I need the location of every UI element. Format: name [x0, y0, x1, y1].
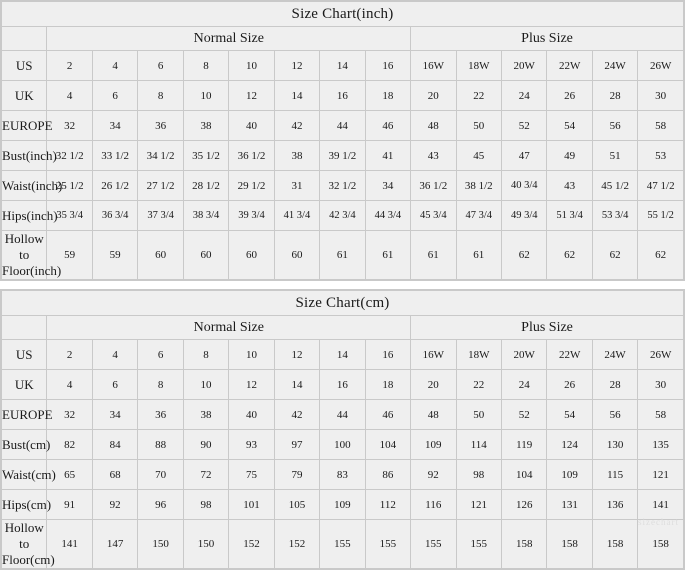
cell-value: 48	[411, 111, 456, 141]
cell-value: 22W	[547, 340, 592, 370]
cell-value: 130	[592, 430, 637, 460]
row-label: UK	[2, 81, 47, 111]
cell-value: 82	[47, 430, 92, 460]
cell-value: 16	[320, 81, 365, 111]
cell-value: 105	[274, 490, 319, 520]
cell-value: 104	[365, 430, 410, 460]
cell-value: 24W	[592, 340, 637, 370]
cell-value: 60	[274, 231, 319, 280]
cell-value: 98	[183, 490, 228, 520]
row-label: Hips(cm)	[2, 490, 47, 520]
cell-value: 42	[274, 400, 319, 430]
cell-value: 52	[501, 400, 546, 430]
cell-value: 10	[229, 51, 274, 81]
cell-value: 60	[138, 231, 183, 280]
cell-value: 34	[365, 171, 410, 201]
row-label: Hips(inch)	[2, 201, 47, 231]
cell-value: 12	[229, 370, 274, 400]
cell-value: 34	[92, 400, 137, 430]
cell-value: 40 3/4	[501, 171, 546, 201]
row-label: Waist(cm)	[2, 460, 47, 490]
cell-value: 35 1/2	[183, 141, 228, 171]
group-blank-cell	[2, 27, 47, 51]
cell-value: 51	[592, 141, 637, 171]
cell-value: 20	[411, 81, 456, 111]
cell-value: 40	[229, 400, 274, 430]
cell-value: 43	[411, 141, 456, 171]
cell-value: 22W	[547, 51, 592, 81]
cell-value: 38	[183, 111, 228, 141]
cell-value: 4	[92, 51, 137, 81]
cell-value: 55 1/2	[638, 201, 684, 231]
cell-value: 26 1/2	[92, 171, 137, 201]
cell-value: 6	[138, 51, 183, 81]
cell-value: 36 3/4	[92, 201, 137, 231]
cell-value: 42 3/4	[320, 201, 365, 231]
cell-value: 98	[456, 460, 501, 490]
cell-value: 14	[274, 370, 319, 400]
cell-value: 97	[274, 430, 319, 460]
cell-value: 70	[138, 460, 183, 490]
cell-value: 18W	[456, 340, 501, 370]
cell-value: 75	[229, 460, 274, 490]
cell-value: 6	[138, 340, 183, 370]
cell-value: 158	[592, 520, 637, 569]
cell-value: 40	[229, 111, 274, 141]
cell-value: 90	[183, 430, 228, 460]
cell-value: 8	[183, 340, 228, 370]
cell-value: 47	[501, 141, 546, 171]
cell-value: 20W	[501, 340, 546, 370]
cell-value: 38 3/4	[183, 201, 228, 231]
cell-value: 24W	[592, 51, 637, 81]
cell-value: 12	[274, 51, 319, 81]
cell-value: 100	[320, 430, 365, 460]
cell-value: 2	[47, 340, 92, 370]
cell-value: 14	[320, 51, 365, 81]
cell-value: 6	[92, 81, 137, 111]
cell-value: 36 1/2	[229, 141, 274, 171]
cell-value: 50	[456, 111, 501, 141]
table-row	[2, 111, 684, 141]
group-plus-size: Plus Size	[411, 316, 684, 340]
cell-value: 34 1/2	[138, 141, 183, 171]
cell-value: 131	[547, 490, 592, 520]
cell-value: 158	[501, 520, 546, 569]
cell-value: 92	[92, 490, 137, 520]
cell-value: 8	[138, 370, 183, 400]
table-row	[2, 51, 684, 81]
cell-value: 28	[592, 81, 637, 111]
row-label: US	[2, 340, 47, 370]
cell-value: 47 1/2	[638, 171, 684, 201]
cell-value: 92	[411, 460, 456, 490]
cell-value: 16W	[411, 51, 456, 81]
cell-value: 16	[365, 51, 410, 81]
table-row	[2, 460, 684, 490]
cell-value: 124	[547, 430, 592, 460]
cell-value: 16	[320, 370, 365, 400]
cell-value: 31	[274, 171, 319, 201]
cell-value: 41 3/4	[274, 201, 319, 231]
cell-value: 4	[92, 340, 137, 370]
cell-value: 39 3/4	[229, 201, 274, 231]
cell-value: 62	[501, 231, 546, 280]
row-label: EUROPE	[2, 111, 47, 141]
cell-value: 155	[456, 520, 501, 569]
cell-value: 46	[365, 111, 410, 141]
cell-value: 59	[92, 231, 137, 280]
cell-value: 53 3/4	[592, 201, 637, 231]
cell-value: 84	[92, 430, 137, 460]
cell-value: 86	[365, 460, 410, 490]
cell-value: 26W	[638, 340, 684, 370]
row-label: US	[2, 51, 47, 81]
table-row	[2, 141, 684, 171]
cell-value: 150	[138, 520, 183, 569]
cell-value: 38	[183, 400, 228, 430]
cell-value: 58	[638, 111, 684, 141]
cell-value: 18	[365, 370, 410, 400]
cell-value: 141	[47, 520, 92, 569]
cell-value: 20	[411, 370, 456, 400]
cell-value: 119	[501, 430, 546, 460]
cell-value: 10	[183, 370, 228, 400]
row-label: UK	[2, 370, 47, 400]
cell-value: 38	[274, 141, 319, 171]
cell-value: 155	[320, 520, 365, 569]
cell-value: 25 1/2	[47, 171, 92, 201]
cell-value: 54	[547, 400, 592, 430]
cell-value: 36	[138, 400, 183, 430]
cell-value: 39 1/2	[320, 141, 365, 171]
cell-value: 24	[501, 370, 546, 400]
cell-value: 61	[456, 231, 501, 280]
row-label: Waist(inch)	[2, 171, 47, 201]
cell-value: 26W	[638, 51, 684, 81]
cell-value: 27 1/2	[138, 171, 183, 201]
table-row	[2, 171, 684, 201]
cell-value: 83	[320, 460, 365, 490]
cell-value: 152	[229, 520, 274, 569]
chart-title-row	[2, 291, 684, 316]
cell-value: 114	[456, 430, 501, 460]
cell-value: 22	[456, 81, 501, 111]
cell-value: 10	[229, 340, 274, 370]
cell-value: 42	[274, 111, 319, 141]
cell-value: 26	[547, 370, 592, 400]
cell-value: 56	[592, 400, 637, 430]
cell-value: 58	[638, 400, 684, 430]
table-row	[2, 201, 684, 231]
watermark: sizechart	[638, 517, 679, 527]
cell-value: 6	[92, 370, 137, 400]
group-plus-size: Plus Size	[411, 27, 684, 51]
cell-value: 8	[138, 81, 183, 111]
cell-value: 45 1/2	[592, 171, 637, 201]
cell-value: 2	[47, 51, 92, 81]
cell-value: 60	[183, 231, 228, 280]
cell-value: 35 3/4	[47, 201, 92, 231]
cell-value: 62	[638, 231, 684, 280]
cell-value: 52	[501, 111, 546, 141]
cell-value: 12	[229, 81, 274, 111]
cell-value: 51 3/4	[547, 201, 592, 231]
chart-title-row	[2, 2, 684, 27]
cell-value: 60	[229, 231, 274, 280]
cell-value: 65	[47, 460, 92, 490]
table-row	[2, 520, 684, 569]
size-chart-inch-table	[1, 1, 684, 280]
row-label: EUROPE	[2, 400, 47, 430]
cell-value: 112	[365, 490, 410, 520]
cell-value: 32 1/2	[320, 171, 365, 201]
cell-value: 49 3/4	[501, 201, 546, 231]
cell-value: 61	[411, 231, 456, 280]
cell-value: 53	[638, 141, 684, 171]
cell-value: 33 1/2	[92, 141, 137, 171]
cell-value: 109	[547, 460, 592, 490]
size-chart-cm-table	[1, 290, 684, 569]
cell-value: 4	[47, 370, 92, 400]
row-label: Bust(cm)	[2, 430, 47, 460]
cell-value: 12	[274, 340, 319, 370]
cell-value: 158	[638, 520, 684, 569]
cell-value: 20W	[501, 51, 546, 81]
cell-value: 4	[47, 81, 92, 111]
size-chart-cm-block	[0, 289, 685, 570]
cell-value: 28	[592, 370, 637, 400]
cell-value: 30	[638, 370, 684, 400]
cell-value: 47 3/4	[456, 201, 501, 231]
cell-value: 91	[47, 490, 92, 520]
cell-value: 141	[638, 490, 684, 520]
cell-value: 16W	[411, 340, 456, 370]
chart-title: Size Chart(inch)	[2, 2, 684, 27]
cell-value: 101	[229, 490, 274, 520]
cell-value: 79	[274, 460, 319, 490]
group-blank-cell	[2, 316, 47, 340]
cell-value: 43	[547, 171, 592, 201]
cell-value: 30	[638, 81, 684, 111]
cell-value: 155	[365, 520, 410, 569]
cell-value: 88	[138, 430, 183, 460]
cell-value: 24	[501, 81, 546, 111]
cell-value: 116	[411, 490, 456, 520]
cell-value: 109	[320, 490, 365, 520]
cell-value: 36	[138, 111, 183, 141]
cell-value: 136	[592, 490, 637, 520]
cell-value: 32 1/2	[47, 141, 92, 171]
row-label: Bust(inch)	[2, 141, 47, 171]
cell-value: 22	[456, 370, 501, 400]
table-row	[2, 400, 684, 430]
table-row	[2, 490, 684, 520]
cell-value: 10	[183, 81, 228, 111]
cell-value: 61	[365, 231, 410, 280]
group-normal-size: Normal Size	[47, 316, 411, 340]
cell-value: 62	[547, 231, 592, 280]
cell-value: 44 3/4	[365, 201, 410, 231]
cell-value: 16	[365, 340, 410, 370]
cell-value: 61	[320, 231, 365, 280]
cell-value: 29 1/2	[229, 171, 274, 201]
cell-value: 49	[547, 141, 592, 171]
cell-value: 14	[320, 340, 365, 370]
cell-value: 54	[547, 111, 592, 141]
cell-value: 150	[183, 520, 228, 569]
row-label: Hollow to Floor(inch)	[2, 231, 62, 278]
cell-value: 38 1/2	[456, 171, 501, 201]
cell-value: 56	[592, 111, 637, 141]
chart-title: Size Chart(cm)	[2, 291, 684, 316]
cell-value: 18	[365, 81, 410, 111]
cell-value: 115	[592, 460, 637, 490]
cell-value: 41	[365, 141, 410, 171]
cell-value: 62	[592, 231, 637, 280]
cell-value: 152	[274, 520, 319, 569]
cell-value: 72	[183, 460, 228, 490]
cell-value: 135	[638, 430, 684, 460]
cell-value: 104	[501, 460, 546, 490]
group-normal-size: Normal Size	[47, 27, 411, 51]
table-row	[2, 81, 684, 111]
cell-value: 28 1/2	[183, 171, 228, 201]
cell-value: 93	[229, 430, 274, 460]
cell-value: 48	[411, 400, 456, 430]
cell-value: 147	[92, 520, 137, 569]
cell-value: 14	[274, 81, 319, 111]
table-row	[2, 231, 684, 280]
cell-value: 45 3/4	[411, 201, 456, 231]
cell-value: 46	[365, 400, 410, 430]
cell-value: 158	[547, 520, 592, 569]
cell-value: 37 3/4	[138, 201, 183, 231]
cell-value: 26	[547, 81, 592, 111]
cell-value: 109	[411, 430, 456, 460]
cell-value: 36 1/2	[411, 171, 456, 201]
table-row	[2, 370, 684, 400]
cell-value: 32	[47, 400, 92, 430]
cell-value: 32	[47, 111, 92, 141]
cell-value: 96	[138, 490, 183, 520]
table-row	[2, 430, 684, 460]
cell-value: 121	[638, 460, 684, 490]
cell-value: 44	[320, 111, 365, 141]
table-row	[2, 340, 684, 370]
cell-value: 68	[92, 460, 137, 490]
cell-value: 8	[183, 51, 228, 81]
cell-value: 121	[456, 490, 501, 520]
cell-value: 155	[411, 520, 456, 569]
cell-value: 45	[456, 141, 501, 171]
row-label: Hollow to Floor(cm)	[2, 520, 55, 567]
cell-value: 44	[320, 400, 365, 430]
cell-value: 59	[47, 231, 92, 280]
size-chart-inch-block	[0, 0, 685, 281]
chart-group-row	[2, 316, 684, 340]
cell-value: 126	[501, 490, 546, 520]
cell-value: 50	[456, 400, 501, 430]
chart-group-row	[2, 27, 684, 51]
cell-value: 34	[92, 111, 137, 141]
cell-value: 18W	[456, 51, 501, 81]
